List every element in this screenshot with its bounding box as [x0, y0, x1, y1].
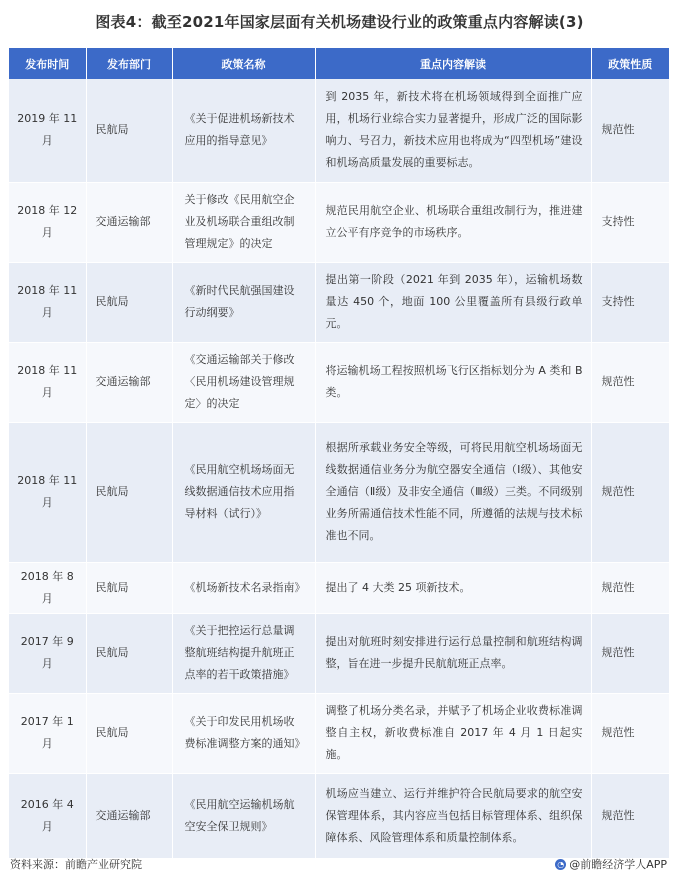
cell-nature: 规范性 [591, 693, 669, 773]
cell-nature: 规范性 [591, 773, 669, 858]
header-name: 政策名称 [172, 48, 315, 79]
cell-policy-name: 关于修改《民用航空企业及机场联合重组改制管理规定》的决定 [172, 182, 315, 262]
cell-policy-name: 《关于印发民用机场收费标准调整方案的通知》 [172, 693, 315, 773]
cell-nature: 支持性 [591, 262, 669, 342]
cell-date: 2016 年 4 月 [9, 773, 86, 858]
table-row [9, 613, 669, 693]
cell-content: 提出了 4 大类 25 项新技术。 [315, 562, 591, 613]
table-row [9, 342, 669, 422]
cell-policy-name: 《新时代民航强国建设行动纲要》 [172, 262, 315, 342]
cell-content: 到 2035 年，新技术将在机场领域得到全面推广应用，机场行业综合实力显著提升，形成广泛的国际影响力、号召力，新技术应用也将成为“四型机场”建设和机场高质量发展的重要标志。 [315, 79, 591, 182]
cell-date: 2018 年 12 月 [9, 182, 86, 262]
cell-policy-name: 《机场新技术名录指南》 [172, 562, 315, 613]
qianzhan-logo-icon: ◔ [555, 859, 566, 870]
header-nature: 政策性质 [591, 48, 669, 79]
cell-content: 提出第一阶段（2021 年到 2035 年），运输机场数量达 450 个，地面 100 公里覆盖所有县级行政单元。 [315, 262, 591, 342]
cell-content: 规范民用航空企业、机场联合重组改制行为，推进建立公平有序竞争的市场秩序。 [315, 182, 591, 262]
cell-nature: 规范性 [591, 562, 669, 613]
cell-dept: 交通运输部 [86, 182, 172, 262]
cell-policy-name: 《民用航空运输机场航空安全保卫规则》 [172, 773, 315, 858]
policy-table [9, 48, 669, 859]
cell-policy-name: 《关于把控运行总量调整航班结构提升航班正点率的若干政策措施》 [172, 613, 315, 693]
cell-nature: 规范性 [591, 613, 669, 693]
table-header-row [9, 48, 669, 79]
cell-content: 根据所承载业务安全等级，可将民用航空机场场面无线数据通信业务分为航空器安全通信（Ⅰ级）、其他安全通信（Ⅱ级）及非安全通信（Ⅲ级）三类。不同级别业务所需通信技术性能不同，所遵循的法规与技术标准也不同。 [315, 422, 591, 562]
cell-nature: 规范性 [591, 79, 669, 182]
cell-date: 2018 年 8 月 [9, 562, 86, 613]
table-row [9, 693, 669, 773]
cell-dept: 交通运输部 [86, 342, 172, 422]
cell-dept: 民航局 [86, 562, 172, 613]
cell-dept: 民航局 [86, 613, 172, 693]
cell-nature: 规范性 [591, 422, 669, 562]
cell-dept: 民航局 [86, 262, 172, 342]
cell-date: 2017 年 9 月 [9, 613, 86, 693]
cell-date: 2018 年 11 月 [9, 422, 86, 562]
source-note: 资料来源：前瞻产业研究院 [10, 858, 142, 871]
cell-date: 2018 年 11 月 [9, 262, 86, 342]
cell-policy-name: 《关于促进机场新技术应用的指导意见》 [172, 79, 315, 182]
cell-dept: 交通运输部 [86, 773, 172, 858]
table-row [9, 773, 669, 858]
cell-date: 2018 年 11 月 [9, 342, 86, 422]
header-date: 发布时间 [9, 48, 86, 79]
brand-credit [555, 856, 667, 872]
header-dept: 发布部门 [86, 48, 172, 79]
cell-policy-name: 《民用航空机场场面无线数据通信技术应用指导材料（试行）》 [172, 422, 315, 562]
cell-content: 提出对航班时刻安排进行运行总量控制和航班结构调整，旨在进一步提升民航航班正点率。 [315, 613, 591, 693]
page-title: 图表4：截至2021年国家层面有关机场建设行业的政策重点内容解读(3) [95, 13, 584, 31]
cell-dept: 民航局 [86, 693, 172, 773]
cell-content: 调整了机场分类名录，并赋予了机场企业收费标准调整自主权，新收费标准自 2017 年 4 月 1 日起实施。 [315, 693, 591, 773]
table-row [9, 262, 669, 342]
cell-content: 机场应当建立、运行并维护符合民航局要求的航空安保管理体系，其内容应当包括目标管理体系、组织保障体系、风险管理体系和质量控制体系。 [315, 773, 591, 858]
cell-dept: 民航局 [86, 422, 172, 562]
cell-date: 2017 年 1 月 [9, 693, 86, 773]
table-row [9, 182, 669, 262]
cell-policy-name: 《交通运输部关于修改〈民用机场建设管理规定〉的决定 [172, 342, 315, 422]
table-row [9, 562, 669, 613]
cell-content: 将运输机场工程按照机场飞行区指标划分为 A 类和 B 类。 [315, 342, 591, 422]
cell-dept: 民航局 [86, 79, 172, 182]
cell-nature: 支持性 [591, 182, 669, 262]
table-row [9, 79, 669, 182]
cell-date: 2019 年 11 月 [9, 79, 86, 182]
cell-nature: 规范性 [591, 342, 669, 422]
brand-text: @前瞻经济学人APP [569, 858, 667, 871]
header-content: 重点内容解读 [315, 48, 591, 79]
table-row [9, 422, 669, 562]
